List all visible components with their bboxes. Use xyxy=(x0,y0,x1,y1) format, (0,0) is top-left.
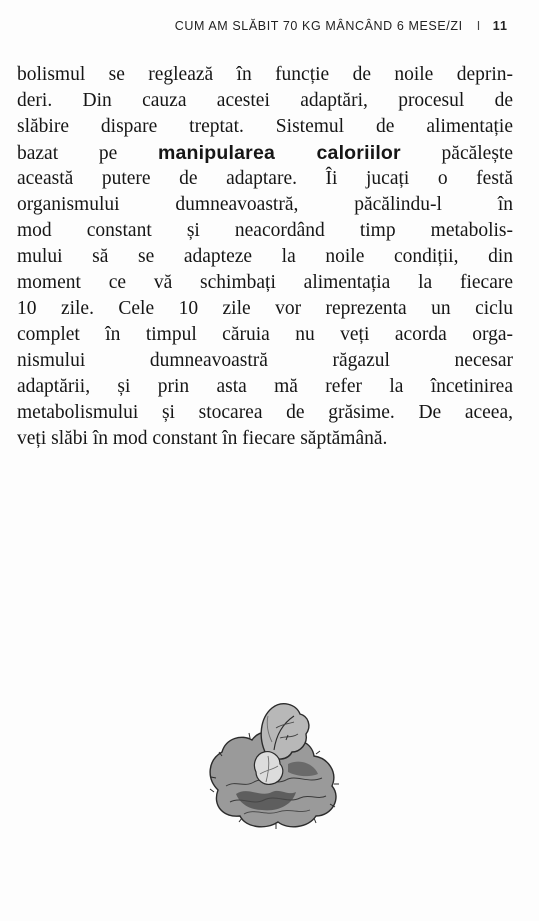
running-title: CUM AM SLĂBIT 70 KG MÂNCÂND 6 MESE/ZI xyxy=(174,19,463,33)
text-line: mod constant și neacordând timp metabolis- xyxy=(17,220,513,241)
text-line: mului să se adapteze la noile condiții, din xyxy=(17,246,513,267)
running-header xyxy=(175,19,508,33)
text-line: adaptării, și prin asta mă refer la încetinirea xyxy=(17,376,513,397)
text-line: organismului dumneavoastră, păcălindu-l în xyxy=(17,194,513,215)
text-line: slăbire dispare treptat. Sistemul de alimentație xyxy=(17,116,513,137)
text-segment: bazat pe xyxy=(17,143,158,164)
text-line: moment ce vă schimbați alimentația la fiecare xyxy=(17,272,513,293)
text-line: deri. Din cauza acestei adaptări, procesul de xyxy=(17,90,513,111)
text-segment: păcălește xyxy=(400,143,513,164)
text-line: veți slăbi în mod constant în fiecare săptămână. xyxy=(17,428,388,449)
body-paragraph xyxy=(17,62,513,452)
text-line: această putere de adaptare. Îi jucați o festă xyxy=(17,168,513,189)
text-line: nismului dumneavoastră răgazul necesar xyxy=(17,350,513,371)
header-separator: I xyxy=(476,19,481,33)
text-line: complet în timpul căruia nu veți acorda orga- xyxy=(17,324,513,345)
emphasis-term: manipularea caloriilor xyxy=(157,142,401,164)
text-line: bolismul se reglează în funcție de noile deprin- xyxy=(17,64,513,85)
text-line: 10 zile. Cele 10 zile vor reprezenta un ciclu xyxy=(17,298,513,319)
text-line xyxy=(17,140,513,166)
page-number: 11 xyxy=(492,19,508,33)
text-line: metabolismului și stocarea de grăsime. De aceea, xyxy=(17,402,513,423)
lettuce-leaf-icon xyxy=(196,694,356,842)
